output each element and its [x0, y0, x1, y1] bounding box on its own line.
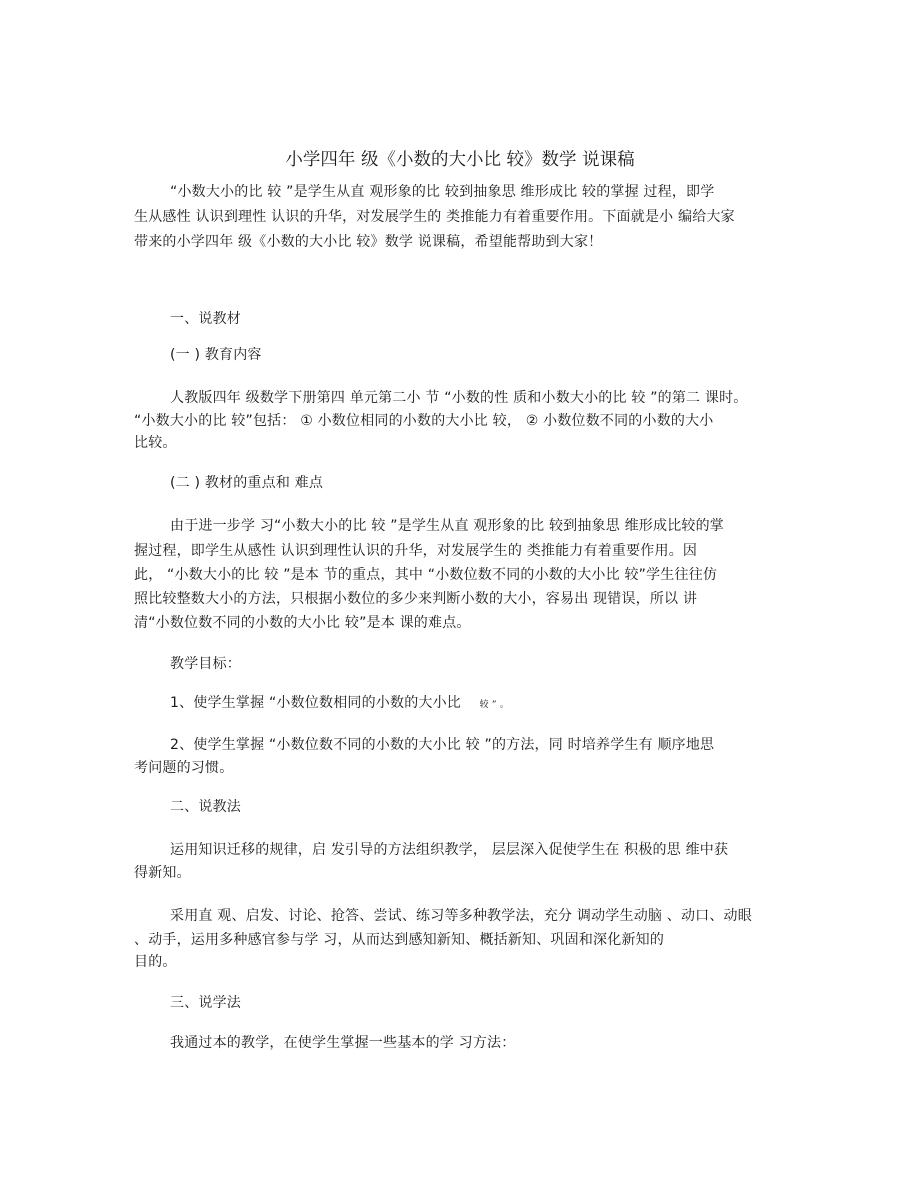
subsection-heading: (二 ) 教材的重点和 难点: [170, 475, 324, 491]
goal-item: 考问题的习惯。: [134, 760, 234, 776]
paragraph-line: 目的。: [134, 954, 177, 970]
paragraph-line: 照比较整数大小的方法，只根据小数位的多少来判断小数的大小，容易出 现错误，所以 讲: [134, 591, 698, 607]
section-heading: 二、说教法: [170, 799, 241, 815]
section-heading: 三、说学法: [170, 995, 241, 1011]
paragraph-line: 我通过本的教学，在使学生掌握一些基本的学 习方法：: [170, 1035, 516, 1051]
paragraph-line: 得新知。: [134, 865, 191, 881]
section-heading: 教学目标：: [170, 656, 241, 672]
goal-item: [170, 694, 509, 714]
paragraph-line: 比较。: [134, 435, 177, 451]
paragraph-line: 握过程，即学生从感性 认识到理性认识的升华，对发展学生的 类推能力有着重要作用。因: [134, 543, 698, 559]
paragraph-line: 由于进一步学 习“小数大小的比 较 ”是学生从直 观形象的比 较到抽象思 维形成比较的掌: [170, 518, 725, 534]
paragraph-line: 运用知识迁移的规律，启 发引导的方法组织教学， 层层深入促使学生在 积极的思 维中获: [170, 842, 729, 858]
goal-item: 2、使学生掌握 “小数位数不同的小数的大小比 较 ”的方法，同 时培养学生有 顺序地思: [170, 737, 715, 753]
paragraph-line: 清“小数位数不同的小数的大小比 较”是本 课的难点。: [134, 615, 471, 631]
section-heading: 一、说教材: [170, 311, 241, 327]
subsection-heading: (一 ) 教育内容: [170, 347, 262, 363]
intro-line: 带来的小学四年 级《小数的大小比 较》数学 说课稿，希望能帮助到大家！: [134, 234, 603, 250]
paragraph-line: 人教版四年 级数学下册第四 单元第二小 节 “小数的性 质和小数大小的比 较 ”的第二 课时。: [170, 390, 748, 406]
paragraph-line: 、动手，运用多种感官参与学 习，从而达到感知新知、概括新知、巩固和深化新知的: [134, 932, 665, 948]
document-title: 小学四年 级《小数的大小比 较》数学 说课稿: [285, 150, 635, 170]
goal-text: 1、使学生掌握 “小数位数相同的小数的大小比: [170, 695, 462, 711]
paragraph-line: “小数大小的比 较”包括： ① 小数位相同的小数的大小比 较， ② 小数位数不同的小数的大小: [134, 413, 714, 429]
intro-line: 生从感性 认识到理性 认识的升华，对发展学生的 类推能力有着重要作用。下面就是小 编给大家: [134, 209, 735, 225]
intro-line: “小数大小的比 较 ”是学生从直 观形象的比 较到抽象思 维形成比 较的掌握 过程，即学: [170, 184, 715, 200]
paragraph-line: 此， “小数大小的比 较 ”是本 节的重点，其中 “小数位数不同的小数的大小比 较”学生往往仿: [134, 567, 718, 583]
goal-text-small: 较 ” 。: [479, 700, 510, 710]
paragraph-line: 采用直 观、启发、讨论、抢答、尝试、练习等多种教学法，充分 调动学生动脑 、动口、动眼: [170, 908, 752, 924]
